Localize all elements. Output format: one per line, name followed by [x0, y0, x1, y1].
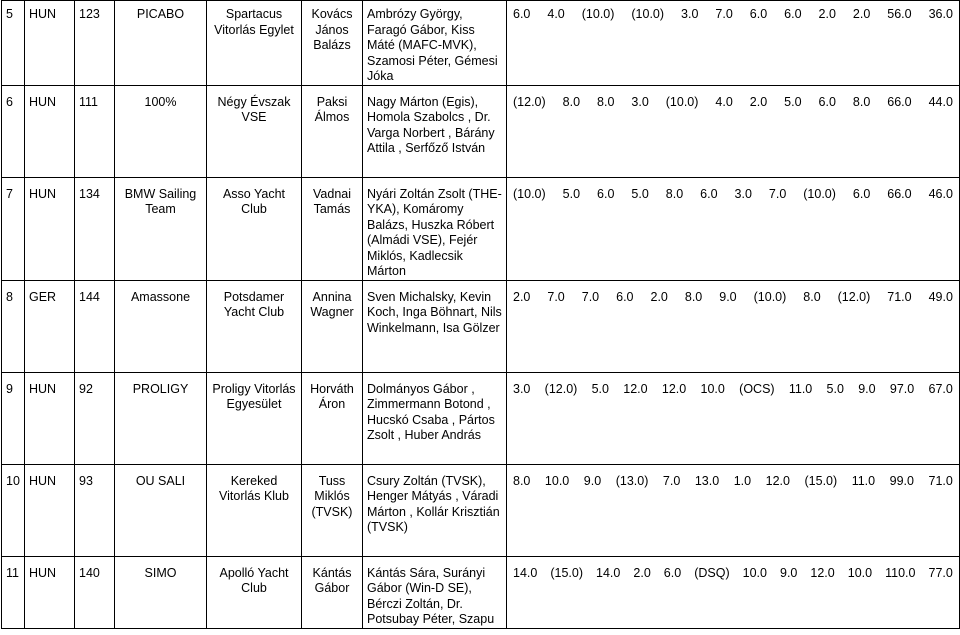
- boat-name-cell: Amassone: [115, 280, 207, 372]
- race-scores-cell: [507, 464, 960, 556]
- race-score: 8.0: [665, 186, 684, 201]
- race-score: 4.0: [547, 7, 565, 21]
- race-score: (10.0): [665, 94, 699, 109]
- helmsman-cell: Tuss Miklós (TVSK): [302, 464, 363, 556]
- race-score: 12.0: [661, 381, 687, 396]
- race-score: 3.0: [631, 94, 649, 109]
- race-score: 56.0: [887, 7, 912, 21]
- race-score: 6.0: [784, 7, 802, 21]
- race-score: 6.0: [818, 94, 836, 109]
- club-cell: Spartacus Vitorlás Egylet: [207, 1, 302, 86]
- sail-number-cell: 140: [75, 556, 115, 628]
- race-score: (15.0): [550, 565, 584, 580]
- race-score: 44.0: [928, 94, 953, 109]
- race-score: (12.0): [513, 94, 546, 109]
- crew-cell: Nagy Márton (Egis), Homola Szabolcs , Dr. Varga Norbert , Bárány Attila , Serfőző István: [363, 85, 507, 177]
- nation-cell: HUN: [25, 85, 75, 177]
- race-score: 66.0: [887, 94, 912, 109]
- club-cell: Apolló Yacht Club: [207, 556, 302, 628]
- race-scores: [511, 474, 955, 490]
- race-score: 7.0: [581, 289, 600, 304]
- race-score: 9.0: [583, 473, 602, 488]
- race-score: 6.0: [663, 565, 682, 580]
- race-scores-cell: [507, 280, 960, 372]
- race-score: 9.0: [858, 381, 876, 396]
- helmsman-cell: Kovács János Balázs: [302, 1, 363, 86]
- race-score: 8.0: [597, 94, 615, 109]
- crew-cell: Kántás Sára, Surányi Gábor (Win-D SE), Bérczi Zoltán, Dr. Potsubay Péter, Szapu: [363, 556, 507, 628]
- race-score: 9.0: [719, 289, 737, 304]
- race-scores: [511, 187, 955, 203]
- race-score: 7.0: [662, 473, 681, 488]
- table-row: [2, 280, 960, 372]
- race-score: 3.0: [513, 381, 531, 396]
- race-score: 2.0: [749, 94, 768, 109]
- rank-cell: 11: [2, 556, 25, 628]
- rank-cell: 6: [2, 85, 25, 177]
- race-scores-cell: [507, 556, 960, 628]
- race-score: (12.0): [544, 381, 578, 396]
- race-score: 6.0: [616, 289, 634, 304]
- race-score: 7.0: [715, 7, 733, 21]
- sail-number-cell: 93: [75, 464, 115, 556]
- table-row: [2, 85, 960, 177]
- race-score: 12.0: [623, 381, 648, 396]
- race-score: 2.0: [852, 7, 871, 21]
- race-score: 77.0: [928, 565, 953, 580]
- crew-cell: Nyári Zoltán Zsolt (THE-YKA), Komáromy Balázs, Huszka Róbert (Almádi VSE), Fejér Miklós, Kadlecsik Márton: [363, 177, 507, 280]
- boat-name-cell: SIMO: [115, 556, 207, 628]
- race-score: 9.0: [780, 565, 798, 580]
- table-row: [2, 556, 960, 628]
- race-score: 2.0: [818, 7, 836, 21]
- race-score: 14.0: [513, 565, 538, 580]
- race-score: 3.0: [734, 186, 752, 201]
- helmsman-cell: Paksi Álmos: [302, 85, 363, 177]
- race-score: 8.0: [803, 289, 821, 304]
- race-scores: [511, 290, 955, 306]
- race-score: 8.0: [562, 94, 581, 109]
- table-row: [2, 372, 960, 464]
- race-score: 10.0: [742, 565, 767, 580]
- race-score: 8.0: [852, 94, 871, 109]
- race-score: 6.0: [852, 186, 871, 201]
- race-score: (10.0): [803, 186, 836, 201]
- nation-cell: HUN: [25, 372, 75, 464]
- boat-name-cell: OU SALI: [115, 464, 207, 556]
- race-score: 6.0: [749, 7, 768, 21]
- race-score: (12.0): [837, 289, 871, 304]
- race-score: 4.0: [715, 94, 733, 109]
- sail-number-cell: 134: [75, 177, 115, 280]
- table-row: [2, 1, 960, 86]
- race-score: 46.0: [928, 186, 953, 201]
- race-scores-cell: [507, 177, 960, 280]
- race-score: 12.0: [810, 565, 835, 580]
- club-cell: Potsdamer Yacht Club: [207, 280, 302, 372]
- race-score: (DSQ): [694, 565, 730, 580]
- race-score: 8.0: [684, 289, 703, 304]
- race-score: (10.0): [581, 7, 615, 21]
- club-cell: Négy Évszak VSE: [207, 85, 302, 177]
- race-score: 12.0: [765, 473, 790, 488]
- helmsman-cell: Kántás Gábor: [302, 556, 363, 628]
- helmsman-cell: Horváth Áron: [302, 372, 363, 464]
- boat-name-cell: PICABO: [115, 1, 207, 86]
- club-cell: Kereked Vitorlás Klub: [207, 464, 302, 556]
- race-score: 10.0: [847, 565, 873, 580]
- race-score: 66.0: [887, 186, 912, 201]
- boat-name-cell: PROLIGY: [115, 372, 207, 464]
- race-scores-cell: [507, 85, 960, 177]
- race-score: 7.0: [547, 289, 565, 304]
- race-scores: [511, 382, 955, 398]
- race-score: 13.0: [694, 473, 720, 488]
- race-score: 2.0: [513, 289, 531, 304]
- rank-cell: 7: [2, 177, 25, 280]
- helmsman-cell: Annina Wagner: [302, 280, 363, 372]
- crew-cell: Csury Zoltán (TVSK), Henger Mátyás , Váradi Márton , Kollár Krisztián (TVSK): [363, 464, 507, 556]
- results-table: [1, 0, 960, 629]
- race-scores-cell: [507, 372, 960, 464]
- club-cell: Proligy Vitorlás Egyesület: [207, 372, 302, 464]
- race-score: 1.0: [733, 473, 752, 488]
- nation-cell: HUN: [25, 556, 75, 628]
- rank-cell: 5: [2, 1, 25, 86]
- race-score: 2.0: [633, 565, 651, 580]
- race-score: 2.0: [650, 289, 668, 304]
- race-score: 36.0: [928, 7, 953, 21]
- race-scores: [511, 7, 955, 23]
- race-score: (10.0): [513, 186, 546, 201]
- race-score: 71.0: [928, 473, 953, 488]
- crew-cell: Sven Michalsky, Kevin Koch, Inga Böhnart, Nils Winkelmann, Isa Gölzer: [363, 280, 507, 372]
- race-score: 97.0: [889, 381, 915, 396]
- race-score: 99.0: [889, 473, 914, 488]
- helmsman-cell: Vadnai Tamás: [302, 177, 363, 280]
- race-score: 10.0: [544, 473, 570, 488]
- race-score: 11.0: [788, 381, 813, 396]
- race-score: (13.0): [615, 473, 649, 488]
- race-score: 6.0: [700, 186, 718, 201]
- crew-cell: Ambrózy György, Faragó Gábor, Kiss Máté (MAFC-MVK), Szamosi Péter, Gémesi Jóka: [363, 1, 507, 86]
- race-score: 10.0: [700, 381, 725, 396]
- race-score: 110.0: [885, 565, 916, 580]
- race-score: 3.0: [681, 7, 699, 21]
- race-score: 5.0: [826, 381, 844, 396]
- race-score: 8.0: [513, 473, 531, 488]
- race-score: 5.0: [591, 381, 609, 396]
- table-row: [2, 177, 960, 280]
- race-score: 67.0: [928, 381, 953, 396]
- race-score: 7.0: [768, 186, 787, 201]
- boat-name-cell: BMW Sailing Team: [115, 177, 207, 280]
- race-scores: [511, 95, 955, 111]
- table-row: [2, 464, 960, 556]
- nation-cell: HUN: [25, 1, 75, 86]
- race-score: (OCS): [739, 381, 775, 396]
- race-score: 6.0: [513, 7, 531, 21]
- rank-cell: 10: [2, 464, 25, 556]
- results-body: [2, 1, 960, 629]
- nation-cell: GER: [25, 280, 75, 372]
- club-cell: Asso Yacht Club: [207, 177, 302, 280]
- race-score: 5.0: [631, 186, 649, 201]
- nation-cell: HUN: [25, 177, 75, 280]
- race-score: 71.0: [887, 289, 912, 304]
- race-scores: [511, 566, 955, 582]
- race-score: 5.0: [784, 94, 802, 109]
- race-score: (15.0): [804, 473, 838, 488]
- race-score: (10.0): [631, 7, 665, 21]
- race-score: 49.0: [928, 289, 953, 304]
- crew-cell: Dolmányos Gábor , Zimmermann Botond , Hucskó Csaba , Pártos Zsolt , Huber András: [363, 372, 507, 464]
- nation-cell: HUN: [25, 464, 75, 556]
- sail-number-cell: 111: [75, 85, 115, 177]
- race-score: 6.0: [597, 186, 615, 201]
- boat-name-cell: 100%: [115, 85, 207, 177]
- sail-number-cell: 123: [75, 1, 115, 86]
- race-scores-cell: [507, 1, 960, 86]
- sail-number-cell: 92: [75, 372, 115, 464]
- rank-cell: 9: [2, 372, 25, 464]
- race-score: 11.0: [851, 473, 876, 488]
- race-score: 14.0: [596, 565, 621, 580]
- race-score: (10.0): [753, 289, 787, 304]
- sail-number-cell: 144: [75, 280, 115, 372]
- race-score: 5.0: [562, 186, 581, 201]
- rank-cell: 8: [2, 280, 25, 372]
